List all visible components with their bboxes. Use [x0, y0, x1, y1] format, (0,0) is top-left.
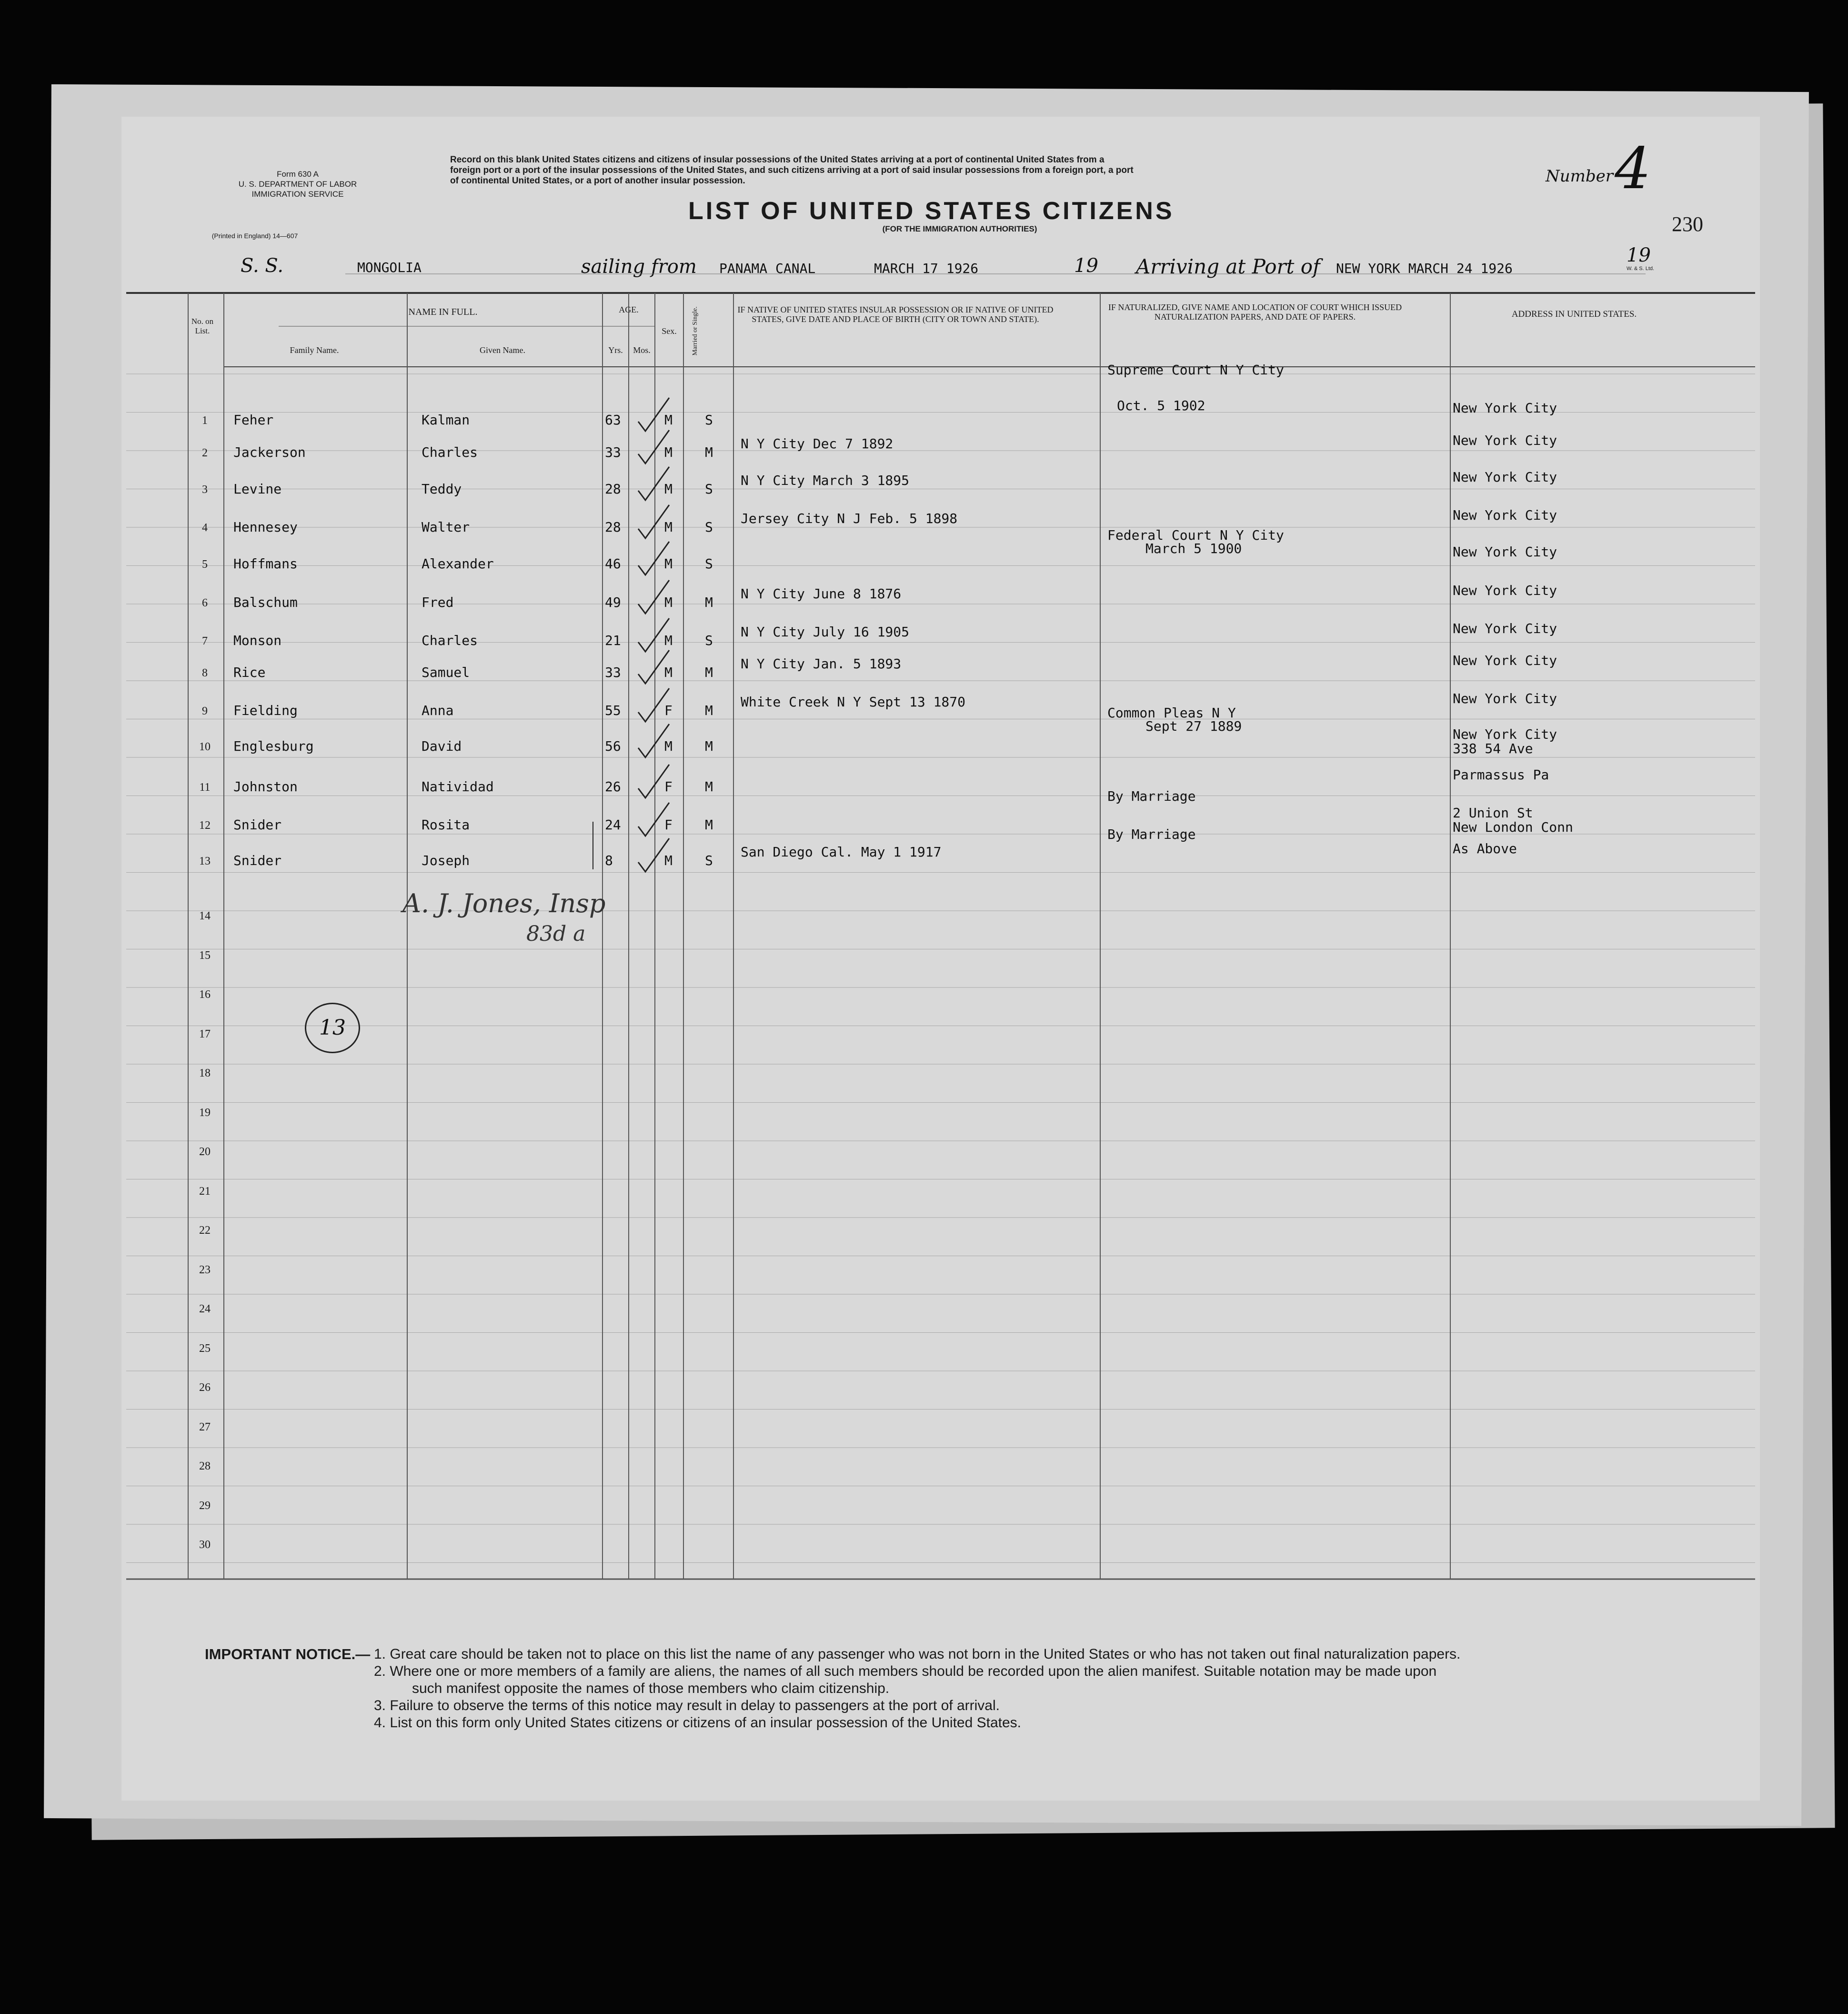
birth-place-date: White Creek N Y Sept 13 1870 [741, 694, 966, 710]
ss-label: S. S. [241, 255, 284, 277]
birth-place-date: N Y City Jan. 5 1893 [741, 656, 902, 672]
departure-port: PANAMA CANAL [719, 261, 816, 276]
given-name: Anna [422, 703, 454, 718]
notice-heading: IMPORTANT NOTICE.— [205, 1646, 371, 1662]
sex: F [664, 703, 673, 718]
row-number: 15 [199, 949, 211, 962]
row-number: 4 [202, 522, 208, 534]
row-number: 10 [199, 741, 211, 753]
row-number: 1 [202, 414, 208, 427]
inspector-signature: A. J. Jones, Insp [402, 888, 606, 918]
manifest-sheet [121, 117, 1760, 1801]
age-years: 21 [605, 633, 621, 648]
given-name: Charles [422, 633, 478, 648]
col-naturalized: IF NATURALIZED, GIVE NAME AND LOCATION OF COURT WHICH ISSUED NATURALIZATION PAPERS, AND DATE OF PAPERS. [1108, 302, 1402, 322]
family-name: Feher [233, 412, 274, 428]
col-address: ADDRESS IN UNITED STATES. [1511, 309, 1637, 319]
birth-place-date: N Y City June 8 1876 [741, 586, 902, 602]
page-number: 230 [1672, 212, 1703, 236]
row-number: 14 [199, 910, 211, 922]
birth-place-date: San Diego Cal. May 1 1917 [741, 844, 942, 860]
row-number: 22 [199, 1224, 211, 1237]
naturalization-date: March 5 1900 [1145, 541, 1242, 556]
list-number: 4 [1615, 136, 1651, 202]
naturalization-court: Supreme Court N Y City [1107, 362, 1284, 378]
age-years: 49 [605, 594, 621, 610]
col-sex: Sex. [662, 326, 677, 336]
col-married-single: Married or Single. [692, 306, 699, 356]
notice-item: 3. Failure to observe the terms of this notice may result in delay to passengers at the port of arrival. [374, 1698, 1000, 1713]
marital-status: M [705, 703, 713, 718]
age-years: 33 [605, 665, 621, 680]
family-name: Englesburg [233, 738, 314, 754]
col-given-name: Given Name. [480, 345, 525, 355]
row-number: 16 [199, 988, 211, 1001]
row-number: 30 [199, 1539, 211, 1551]
given-name: Teddy [422, 481, 462, 497]
row-number: 26 [199, 1381, 211, 1394]
marital-status: M [705, 444, 713, 460]
marital-status: S [705, 519, 713, 535]
notice-item: 2. Where one or more members of a family are aliens, the names of all such members should be recorded upon the alien manifest. Suitable notation may be made upon [374, 1663, 1437, 1679]
address: New York City [1453, 433, 1557, 448]
family-name: Snider [233, 817, 282, 833]
family-name: Fielding [233, 703, 298, 718]
marital-status: M [705, 779, 713, 795]
row-number: 12 [199, 819, 211, 832]
marital-status: S [705, 556, 713, 572]
sex: M [664, 633, 673, 648]
age-years: 24 [605, 817, 621, 833]
form-title: LIST OF UNITED STATES CITIZENS [688, 197, 1175, 225]
marital-status: S [705, 481, 713, 497]
age-years: 46 [605, 556, 621, 572]
row-number: 20 [199, 1146, 211, 1158]
family-name: Levine [233, 481, 282, 497]
col-age: AGE. [619, 305, 639, 314]
address: 2 Union St [1453, 805, 1533, 821]
arriving-label: Arriving at Port of [1136, 255, 1320, 278]
col-birth: IF NATIVE OF UNITED STATES INSULAR POSSESSION OR IF NATIVE OF UNITED STATES, GIVE DATE AND PLACE OF BIRTH (CITY OR TOWN AND STATE). [737, 305, 1054, 324]
age-years: 63 [605, 412, 621, 428]
col-family-name: Family Name. [290, 345, 339, 355]
given-name: Kalman [422, 412, 470, 428]
marital-status: M [705, 817, 713, 833]
row-number: 5 [202, 558, 208, 571]
family-name: Hoffmans [233, 556, 298, 572]
address: New York City [1453, 400, 1557, 416]
sail-date: MARCH 17 1926 [874, 261, 979, 276]
row-number: 25 [199, 1342, 211, 1355]
given-name: Natividad [422, 779, 494, 795]
row-number: 8 [202, 667, 208, 679]
address: Parmassus Pa [1453, 767, 1549, 783]
given-name: Rosita [422, 817, 470, 833]
row-number: 6 [202, 597, 208, 609]
col-name-in-full: NAME IN FULL. [408, 307, 478, 317]
marital-status: S [705, 412, 713, 428]
circled-count: 13 [305, 1003, 360, 1053]
address-line-2: New London Conn [1453, 819, 1573, 835]
department: U. S. DEPARTMENT OF LABOR [238, 180, 357, 189]
sex: M [664, 412, 673, 428]
age-years: 28 [605, 481, 621, 497]
age-years: 56 [605, 738, 621, 754]
row-number: 23 [199, 1263, 211, 1276]
number-label: Number [1546, 167, 1614, 186]
row-number: 17 [199, 1027, 211, 1040]
given-name: Samuel [422, 665, 470, 680]
family-name: Balschum [233, 594, 298, 610]
row-number: 11 [199, 781, 211, 794]
family-name: Johnston [233, 779, 298, 795]
family-name: Snider [233, 853, 282, 868]
address: New York City [1453, 469, 1557, 485]
row-number: 21 [199, 1185, 211, 1198]
birth-place-date: N Y City July 16 1905 [741, 624, 910, 640]
naturalization-court: Federal Court N Y City [1107, 527, 1284, 543]
instruction-line: foreign port or a port of the insular possessions of the United States, and such citizens arriving at a port of said insular possessions from a foreign port, a port [450, 165, 1134, 175]
form-subtitle: (FOR THE IMMIGRATION AUTHORITIES) [882, 224, 1037, 233]
notice-item: 4. List on this form only United States citizens or citizens of an insular possession of the United States. [374, 1715, 1022, 1731]
row-number: 27 [199, 1420, 211, 1433]
given-name: Walter [422, 519, 470, 535]
row-number: 28 [199, 1460, 211, 1472]
age-years: 28 [605, 519, 621, 535]
sex: M [664, 594, 673, 610]
family-name: Hennesey [233, 519, 298, 535]
printer-mark: W. & S. Ltd. [1627, 266, 1655, 272]
age-years: 26 [605, 779, 621, 795]
row-number: 13 [199, 855, 211, 867]
given-name: David [422, 738, 462, 754]
address: New York City [1453, 544, 1557, 560]
birth-place-date: Jersey City N J Feb. 5 1898 [741, 511, 958, 526]
birth-place-date: N Y City Dec 7 1892 [741, 436, 894, 452]
marital-status: M [705, 738, 713, 754]
printed-note: (Printed in England) 14—607 [211, 232, 298, 240]
notice-item: 1. Great care should be taken not to place on this list the name of any passenger who was not born in the United States or who has not taken out final naturalization papers. [374, 1646, 1461, 1662]
row-number: 3 [202, 483, 208, 496]
signature-note: 83d a [526, 922, 586, 946]
row-number: 29 [199, 1499, 211, 1512]
service: IMMIGRATION SERVICE [251, 190, 344, 199]
family-name: Jackerson [233, 444, 306, 460]
row-number: 2 [202, 447, 208, 459]
row-number: 18 [199, 1067, 211, 1079]
sex: F [664, 817, 673, 833]
naturalization-date: Oct. 5 1902 [1117, 398, 1205, 413]
family-name: Monson [233, 633, 282, 648]
row-number: 9 [202, 705, 208, 717]
family-name: Rice [233, 665, 266, 680]
age-years: 55 [605, 703, 621, 718]
naturalization-court: Common Pleas N Y [1107, 705, 1236, 721]
row-number: 7 [202, 635, 208, 647]
ship-name: MONGOLIA [357, 260, 422, 275]
sex: M [664, 556, 673, 572]
naturalization-date: Sept 27 1889 [1145, 718, 1242, 734]
form-number: Form 630 A [277, 170, 319, 179]
marital-status: S [705, 853, 713, 868]
address: As Above [1453, 841, 1517, 856]
address: New York City [1453, 691, 1557, 706]
address: New York City [1453, 507, 1557, 523]
manifest-grid [121, 117, 1760, 1801]
col-months: Mos. [633, 345, 651, 355]
address: New York City [1453, 653, 1557, 668]
instruction-line: of continental United States, or a port of another insular possession. [450, 176, 745, 186]
address: New York City [1453, 726, 1557, 742]
sex: M [664, 519, 673, 535]
given-name: Charles [422, 444, 478, 460]
col-no-on-list: No. on List. [191, 317, 214, 335]
address: New York City [1453, 583, 1557, 598]
instruction-line: Record on this blank United States citizens and citizens of insular possessions of the United States arriving at a port of continental United States from a [450, 155, 1105, 165]
notice-item: such manifest opposite the names of those members who claim citizenship. [412, 1681, 890, 1696]
col-years: Yrs. [608, 345, 623, 355]
sex: M [664, 481, 673, 497]
sex: M [664, 738, 673, 754]
naturalization-court: By Marriage [1107, 826, 1196, 842]
sex: M [664, 444, 673, 460]
given-name: Joseph [422, 853, 470, 868]
marital-status: M [705, 594, 713, 610]
age-years: 33 [605, 444, 621, 460]
age-years: 8 [605, 853, 613, 868]
address-line-2: 338 54 Ave [1453, 741, 1533, 756]
row-number: 19 [199, 1106, 211, 1119]
birth-place-date: N Y City March 3 1895 [741, 473, 910, 488]
arrival-port-date: NEW YORK MARCH 24 1926 [1336, 261, 1513, 276]
sex: M [664, 665, 673, 680]
given-name: Fred [422, 594, 454, 610]
year-2: 19 [1627, 244, 1651, 266]
sex: F [664, 779, 673, 795]
naturalization-court: By Marriage [1107, 788, 1196, 804]
marital-status: M [705, 665, 713, 680]
address: New York City [1453, 621, 1557, 636]
given-name: Alexander [422, 556, 494, 572]
sex: M [664, 853, 673, 868]
year-1: 19 [1074, 255, 1098, 277]
row-number: 24 [199, 1303, 211, 1315]
sailing-label: sailing from [581, 256, 697, 278]
marital-status: S [705, 633, 713, 648]
